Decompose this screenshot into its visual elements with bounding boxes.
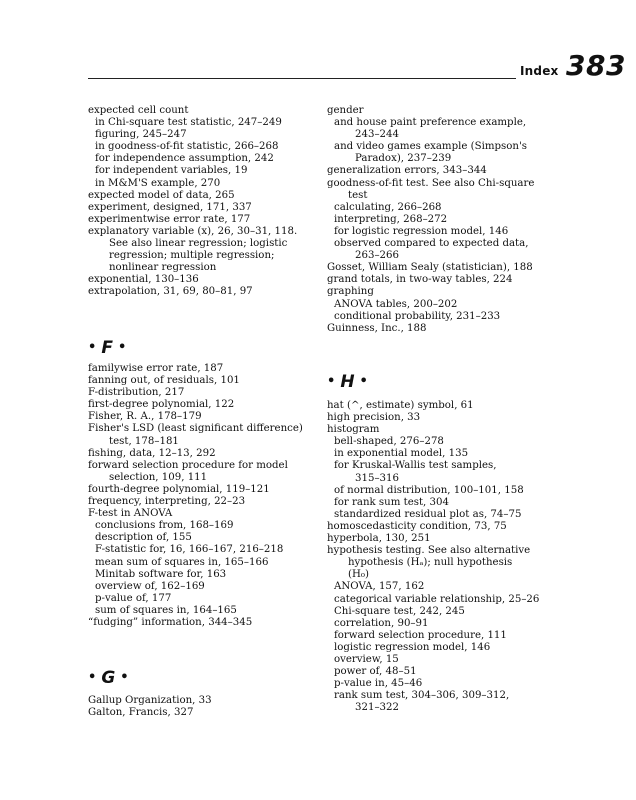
index-entry: graphing bbox=[327, 286, 374, 298]
index-entry: histogram bbox=[327, 424, 380, 436]
index-entry: observed compared to expected data, bbox=[334, 238, 529, 250]
index-entry: for independent variables, 19 bbox=[95, 165, 248, 177]
index-entry: mean sum of squares in, 165–166 bbox=[95, 556, 269, 568]
index-entry: fourth-degree polynomial, 119–121 bbox=[88, 483, 270, 495]
index-entry: Chi-square test, 242, 245 bbox=[334, 605, 465, 617]
index-entry: Gallup Organization, 33 bbox=[88, 695, 212, 706]
index-entry: conclusions from, 168–169 bbox=[95, 520, 234, 532]
section-heading-g bbox=[88, 668, 129, 688]
index-entry: interpreting, 268–272 bbox=[334, 213, 448, 225]
index-entry: hat (^, estimate) symbol, 61 bbox=[327, 400, 474, 411]
index-column-left-f bbox=[88, 363, 310, 629]
index-entry: regression; multiple regression; bbox=[109, 250, 275, 262]
section-bullet: • bbox=[88, 670, 97, 685]
index-entry: in goodness-of-fit statistic, 266–268 bbox=[95, 141, 279, 153]
index-entry: calculating, 266–268 bbox=[334, 201, 442, 213]
index-entry: sum of squares in, 164–165 bbox=[95, 604, 237, 616]
index-entry: description of, 155 bbox=[95, 532, 192, 544]
index-entry: 263–266 bbox=[355, 250, 399, 262]
section-bullet: • bbox=[88, 340, 97, 355]
index-entry: generalization errors, 343–344 bbox=[327, 165, 487, 177]
index-entry: hypothesis (Hₐ); null hypothesis bbox=[348, 557, 513, 569]
section-heading-h bbox=[327, 372, 368, 392]
index-entry: in Chi-square test statistic, 247–249 bbox=[95, 117, 282, 129]
index-block-g-continued bbox=[327, 105, 553, 335]
section-heading-f bbox=[88, 338, 126, 358]
index-entry: figuring, 245–247 bbox=[95, 129, 187, 141]
index-entry: Guinness, Inc., 188 bbox=[327, 322, 427, 334]
index-block-h bbox=[327, 400, 553, 714]
index-entry: Minitab software for, 163 bbox=[95, 568, 227, 580]
index-entry: exponential, 130–136 bbox=[88, 274, 199, 286]
index-entry: conditional probability, 231–233 bbox=[334, 310, 501, 322]
header-rule bbox=[88, 78, 516, 79]
index-entry: grand totals, in two-way tables, 224 bbox=[327, 274, 513, 286]
index-block-g bbox=[88, 695, 310, 719]
index-entry: forward selection procedure, 111 bbox=[334, 629, 507, 641]
index-entry: of normal distribution, 100–101, 158 bbox=[334, 484, 524, 496]
index-entry: for rank sum test, 304 bbox=[334, 496, 449, 508]
section-bullet: • bbox=[120, 670, 129, 685]
index-entry: ANOVA tables, 200–202 bbox=[334, 298, 458, 310]
index-entry: forward selection procedure for model bbox=[88, 459, 288, 471]
index-entry: categorical variable relationship, 25–26 bbox=[334, 593, 540, 605]
index-entry: F-statistic for, 16, 166–167, 216–218 bbox=[95, 544, 284, 556]
index-block-e bbox=[88, 105, 310, 299]
index-entry: “fudging” information, 344–345 bbox=[88, 616, 253, 628]
index-entry: 243–244 bbox=[355, 129, 399, 141]
index-column-right-h bbox=[327, 400, 553, 714]
index-entry: Fisher, R. A., 178–179 bbox=[88, 411, 202, 423]
index-entry: homoscedasticity condition, 73, 75 bbox=[327, 520, 507, 532]
index-column-left bbox=[88, 105, 310, 299]
index-entry: experiment, designed, 171, 337 bbox=[88, 201, 252, 213]
index-entry: fishing, data, 12–13, 292 bbox=[88, 447, 216, 459]
index-entry: for logistic regression model, 146 bbox=[334, 225, 509, 237]
index-entry: overview of, 162–169 bbox=[95, 580, 205, 592]
page-number: 383 bbox=[566, 49, 626, 82]
index-column-left-g bbox=[88, 695, 310, 719]
index-entry: first-degree polynomial, 122 bbox=[88, 399, 235, 411]
index-entry: and house paint preference example, bbox=[334, 117, 527, 129]
index-entry: hyperbola, 130, 251 bbox=[327, 533, 431, 545]
index-entry: Paradox), 237–239 bbox=[355, 153, 452, 165]
index-entry: experimentwise error rate, 177 bbox=[88, 213, 251, 225]
index-entry: F-test in ANOVA bbox=[88, 508, 173, 520]
section-letter: F bbox=[101, 338, 113, 358]
index-entry: goodness-of-fit test. See also Chi-square bbox=[327, 177, 535, 189]
index-entry: F-distribution, 217 bbox=[88, 387, 185, 399]
index-entry: (H₀) bbox=[348, 569, 369, 581]
index-entry: test, 178–181 bbox=[109, 435, 179, 447]
index-entry: correlation, 90–91 bbox=[334, 617, 429, 629]
index-entry: See also linear regression; logistic bbox=[109, 238, 288, 250]
index-entry: for Kruskal-Wallis test samples, bbox=[334, 460, 497, 472]
index-entry: hypothesis testing. See also alternative bbox=[327, 545, 531, 557]
index-entry: in exponential model, 135 bbox=[334, 448, 469, 460]
index-entry: Galton, Francis, 327 bbox=[88, 707, 194, 719]
index-block-f bbox=[88, 363, 310, 629]
index-entry: nonlinear regression bbox=[109, 262, 217, 274]
index-entry: for independence assumption, 242 bbox=[95, 153, 274, 165]
index-entry: p-value in, 45–46 bbox=[334, 678, 423, 690]
index-entry: overview, 15 bbox=[334, 653, 399, 665]
running-header-title: Index bbox=[520, 64, 559, 78]
index-entry: gender bbox=[327, 105, 364, 116]
section-letter: G bbox=[101, 668, 116, 688]
index-entry: expected cell count bbox=[88, 105, 189, 116]
index-entry: and video games example (Simpson's bbox=[334, 141, 527, 153]
index-entry: standardized residual plot as, 74–75 bbox=[334, 508, 522, 520]
index-entry: expected model of data, 265 bbox=[88, 189, 235, 201]
index-entry: extrapolation, 31, 69, 80–81, 97 bbox=[88, 286, 253, 298]
index-column-right bbox=[327, 105, 553, 335]
index-entry: selection, 109, 111 bbox=[109, 471, 208, 483]
index-entry: 321–322 bbox=[355, 702, 399, 714]
section-bullet: • bbox=[327, 374, 336, 389]
index-entry: ANOVA, 157, 162 bbox=[334, 581, 425, 593]
index-entry: in M&M'S example, 270 bbox=[95, 177, 221, 189]
index-entry: familywise error rate, 187 bbox=[88, 363, 224, 374]
index-entry: explanatory variable (x), 26, 30–31, 118. bbox=[88, 225, 298, 237]
index-entry: bell-shaped, 276–278 bbox=[334, 436, 444, 448]
index-entry: fanning out, of residuals, 101 bbox=[88, 375, 240, 387]
index-entry: Fisher's LSD (least significant difference) bbox=[88, 423, 303, 435]
index-entry: logistic regression model, 146 bbox=[334, 641, 491, 653]
index-entry: test bbox=[348, 189, 368, 201]
index-entry: rank sum test, 304–306, 309–312, bbox=[334, 690, 510, 702]
index-entry: p-value of, 177 bbox=[95, 592, 172, 604]
index-entry: Gosset, William Sealy (statistician), 188 bbox=[327, 262, 533, 274]
index-entry: power of, 48–51 bbox=[334, 666, 417, 678]
section-bullet: • bbox=[359, 374, 368, 389]
index-entry: high precision, 33 bbox=[327, 412, 421, 424]
index-entry: frequency, interpreting, 22–23 bbox=[88, 496, 246, 508]
index-entry: 315–316 bbox=[355, 472, 399, 484]
section-bullet: • bbox=[117, 340, 127, 355]
section-letter: H bbox=[340, 372, 355, 392]
